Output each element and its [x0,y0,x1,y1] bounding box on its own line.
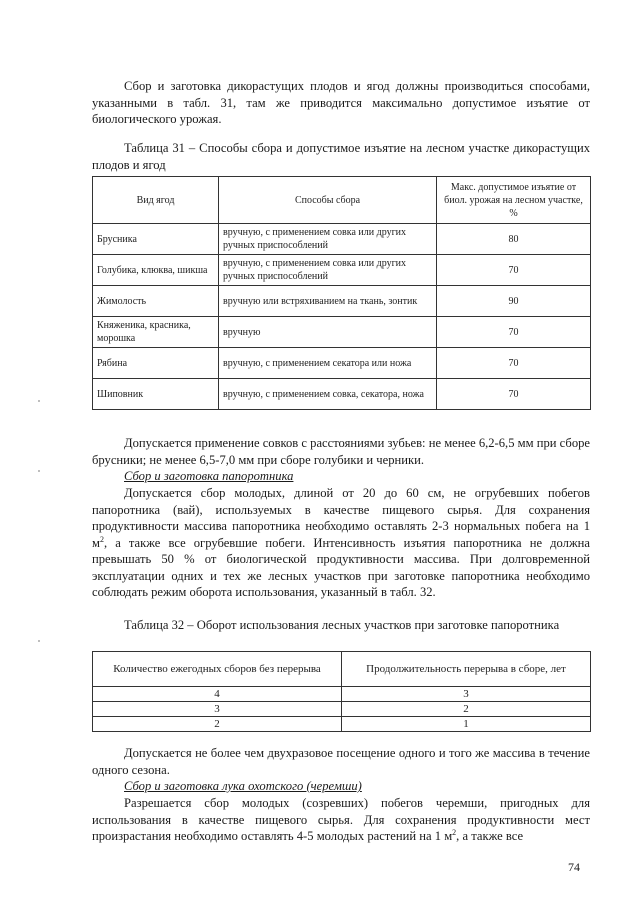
cell-method: вручную, с применением совка или других ручных приспособлений [219,255,437,286]
cell-species: Княженика, красника, морошка [93,317,219,348]
table-row [93,317,591,348]
cell-max: 70 [437,255,591,286]
cell-pause: 3 [342,687,591,702]
col-header-max: Макс. допустимое изъятие от биол. урожая на лесном участке, % [437,177,591,224]
fern-paragraph: Допускается сбор молодых, длиной от 20 до 60 см, не огрубевших побегов папоротника (вай), используемых в качестве пищевого сырья. Для сохранения продуктивности массива папоротника необходимо оставлять 2-3 нормальных побега на 1 $м^2$, а также все огрубевшие побеги. Интенсивность изъятия папоротника не должна превышать 50 % от биологической продуктивности массива. При долговременной эксплуатации одних и тех же лесных участков при заготовке папоротника необходимо соблюдать режим оборота использования, указанный в табл. 32. [92,486,590,599]
cell-max: 70 [437,348,591,379]
margin-speck [38,400,40,402]
cell-species: Рябина [93,348,219,379]
table32-caption: Таблица 32 – Оборот использования лесных участков при заготовке папоротника [124,618,560,632]
cell-method: вручную, с применением секатора или ножа [219,348,437,379]
visits-paragraph: Допускается не более чем двухразовое посещение одного и того же массива в течение одного сезона. [92,746,590,777]
onion-heading: Сбор и заготовка лука охотского (черемши) [124,779,362,793]
cell-method: вручную, с применением совка или других ручных приспособлений [219,224,437,255]
onion-paragraph: Разрешается сбор молодых (созревших) побегов черемши, пригодных для использования в качестве пищевого сырья. Для сохранения продуктивности мест произрастания необходимо оставлять 4-5 молодых растений на 1 $м^2$, а также все [92,796,590,843]
cell-max: 70 [437,379,591,410]
scoops-paragraph: Допускается применение совков с расстояниями зубьев: не менее 6,2-6,5 мм при сборе брусники; не менее 6,5-7,0 мм при сборе голубики и черники. [92,436,590,467]
cell-pause: 1 [342,717,591,732]
table-row [93,224,591,255]
cell-method: вручную, с применением совка, секатора, ножа [219,379,437,410]
table-header-row [93,652,591,687]
page-number: 74 [568,860,580,874]
table-row [93,702,591,717]
intro-paragraph: Сбор и заготовка дикорастущих плодов и ягод должны производиться способами, указанными в табл. 31, там же приводится максимально допустимое изъятие от биологического урожая. [92,79,590,126]
col-header-collections: Количество ежегодных сборов без перерыва [93,652,342,687]
cell-method: вручную [219,317,437,348]
col-header-pause: Продолжительность перерыва в сборе, лет [342,652,591,687]
cell-collections: 4 [93,687,342,702]
cell-species: Жимолость [93,286,219,317]
cell-species: Голубика, клюква, шикша [93,255,219,286]
table-row [93,286,591,317]
cell-species: Шиповник [93,379,219,410]
cell-max: 70 [437,317,591,348]
cell-collections: 3 [93,702,342,717]
table-header-row [93,177,591,224]
fern-heading: Сбор и заготовка папоротника [124,469,294,483]
cell-method: вручную или встряхиванием на ткань, зонтик [219,286,437,317]
table-row [93,379,591,410]
table-row [93,348,591,379]
margin-speck [38,640,40,642]
table-32 [92,651,591,732]
col-header-method: Способы сбора [219,177,437,224]
cell-pause: 2 [342,702,591,717]
table-row [93,687,591,702]
cell-species: Брусника [93,224,219,255]
table-row [93,717,591,732]
cell-max: 80 [437,224,591,255]
table-row [93,255,591,286]
col-header-species: Вид ягод [93,177,219,224]
table31-caption: Таблица 31 – Способы сбора и допустимое изъятие на лесном участке дикорастущих плодов и ягод [92,141,590,172]
cell-collections: 2 [93,717,342,732]
margin-speck [38,470,40,472]
cell-max: 90 [437,286,591,317]
table-31 [92,176,591,410]
